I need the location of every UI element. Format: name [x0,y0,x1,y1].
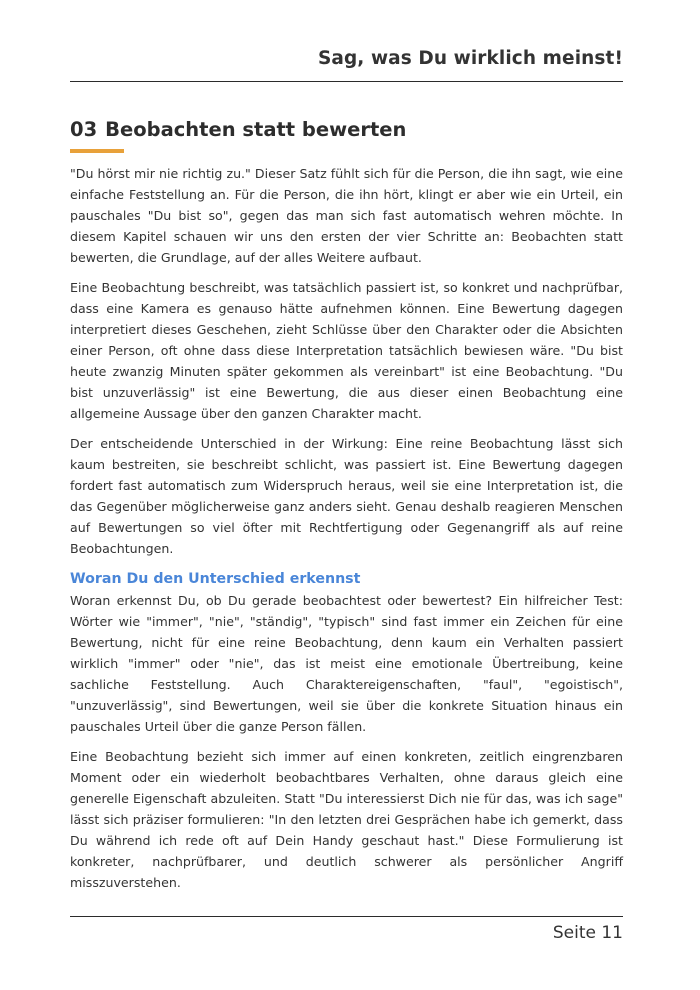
body-paragraph: Eine Beobachtung beschreibt, was tatsächlich passiert ist, so konkret und nachprüfbar, dass eine Kamera es genauso hätte aufnehmen können. Eine Bewertung dagegen interpretiert dieses Geschehen, zieht Schlüsse über den Charakter oder die Absichten einer Person, oft ohne dass diese Interpretation tatsächlich bewiesen wäre. "Du bist heute zwanzig Minuten später gekommen als vereinbart" ist eine Beobachtung. "Du bist unzuverlässig" ist eine Bewertung, die aus dieser einen Beobachtung eine allgemeine Aussage über den ganzen Charakter macht. [70,280,623,421]
running-header-title: Sag, was Du wirklich meinst! [317,48,623,69]
chapter-title-accent-bar [70,149,124,153]
body-paragraph: Eine Beobachtung bezieht sich immer auf einen konkreten, zeitlich eingrenzbaren Moment oder ein wiederholt beobachtbares Verhalten, ohne daraus gleich eine generelle Eigenschaft abzuleiten. Statt "Du interessierst Dich nie für das, was ich sage" lässt sich präziser formulieren: "In den letzten drei Gesprächen habe ich gemerkt, dass Du während ich rede oft auf Dein Handy geschaut hast." Diese Formulierung ist konkreter, nachprüfbarer, und deutlich schwerer als persönlicher Angriff misszuverstehen. [70,749,623,890]
body-paragraph: Woran erkennst Du, ob Du gerade beobachtest oder bewertest? Ein hilfreicher Test: Wörter wie "immer", "nie", "ständig", "typisch" sind fast immer ein Zeichen für eine Bewertung, nicht für eine reine Beobachtung, denn kaum ein Verhalten passiert wirklich "immer" oder "nie", das ist meist eine emotionale Übertreibung, keine sachliche Feststellung. Auch Charaktereigenschaften, "faul", "egoistisch", "unzuverlässig", sind Bewertungen, weil sie über die konkrete Situation hinaus ein pauschales Urteil über die ganze Person fällen. [70,593,623,734]
chapter-title [70,118,406,141]
chapter-title-text: Beobachten statt bewerten [105,118,407,141]
page-number-value: 11 [601,923,623,943]
header-divider [70,81,623,82]
footer-divider [70,916,623,917]
chapter-number: 03 [70,118,98,141]
body-paragraph: Der entscheidende Unterschied in der Wirkung: Eine reine Beobachtung lässt sich kaum bestreiten, sie beschreibt schlicht, was passiert ist. Eine Bewertung dagegen fordert fast automatisch zum Widerspruch heraus, weil sie eine Interpretation ist, die das Gegenüber möglicherweise ganz anders sieht. Genau deshalb reagieren Menschen auf Bewertungen so viel öfter mit Rechtfertigung oder Gegenangriff als auf reine Beobachtungen. [70,436,623,556]
section-heading: Woran Du den Unterschied erkennst [70,571,361,587]
body-paragraph: "Du hörst mir nie richtig zu." Dieser Satz fühlt sich für die Person, die ihn sagt, wie eine einfache Feststellung an. Für die Person, die ihn hört, klingt er aber wie ein Urteil, ein pauschales "Du bist so", gegen das man sich fast automatisch wehren möchte. In diesem Kapitel schauen wir uns den ersten der vier Schritte an: Beobachten statt bewerten, die Grundlage, auf der alles Weitere aufbaut. [70,166,623,265]
page-number [553,923,623,943]
chapter-body [70,163,623,902]
page-number-label: Seite [552,923,596,943]
